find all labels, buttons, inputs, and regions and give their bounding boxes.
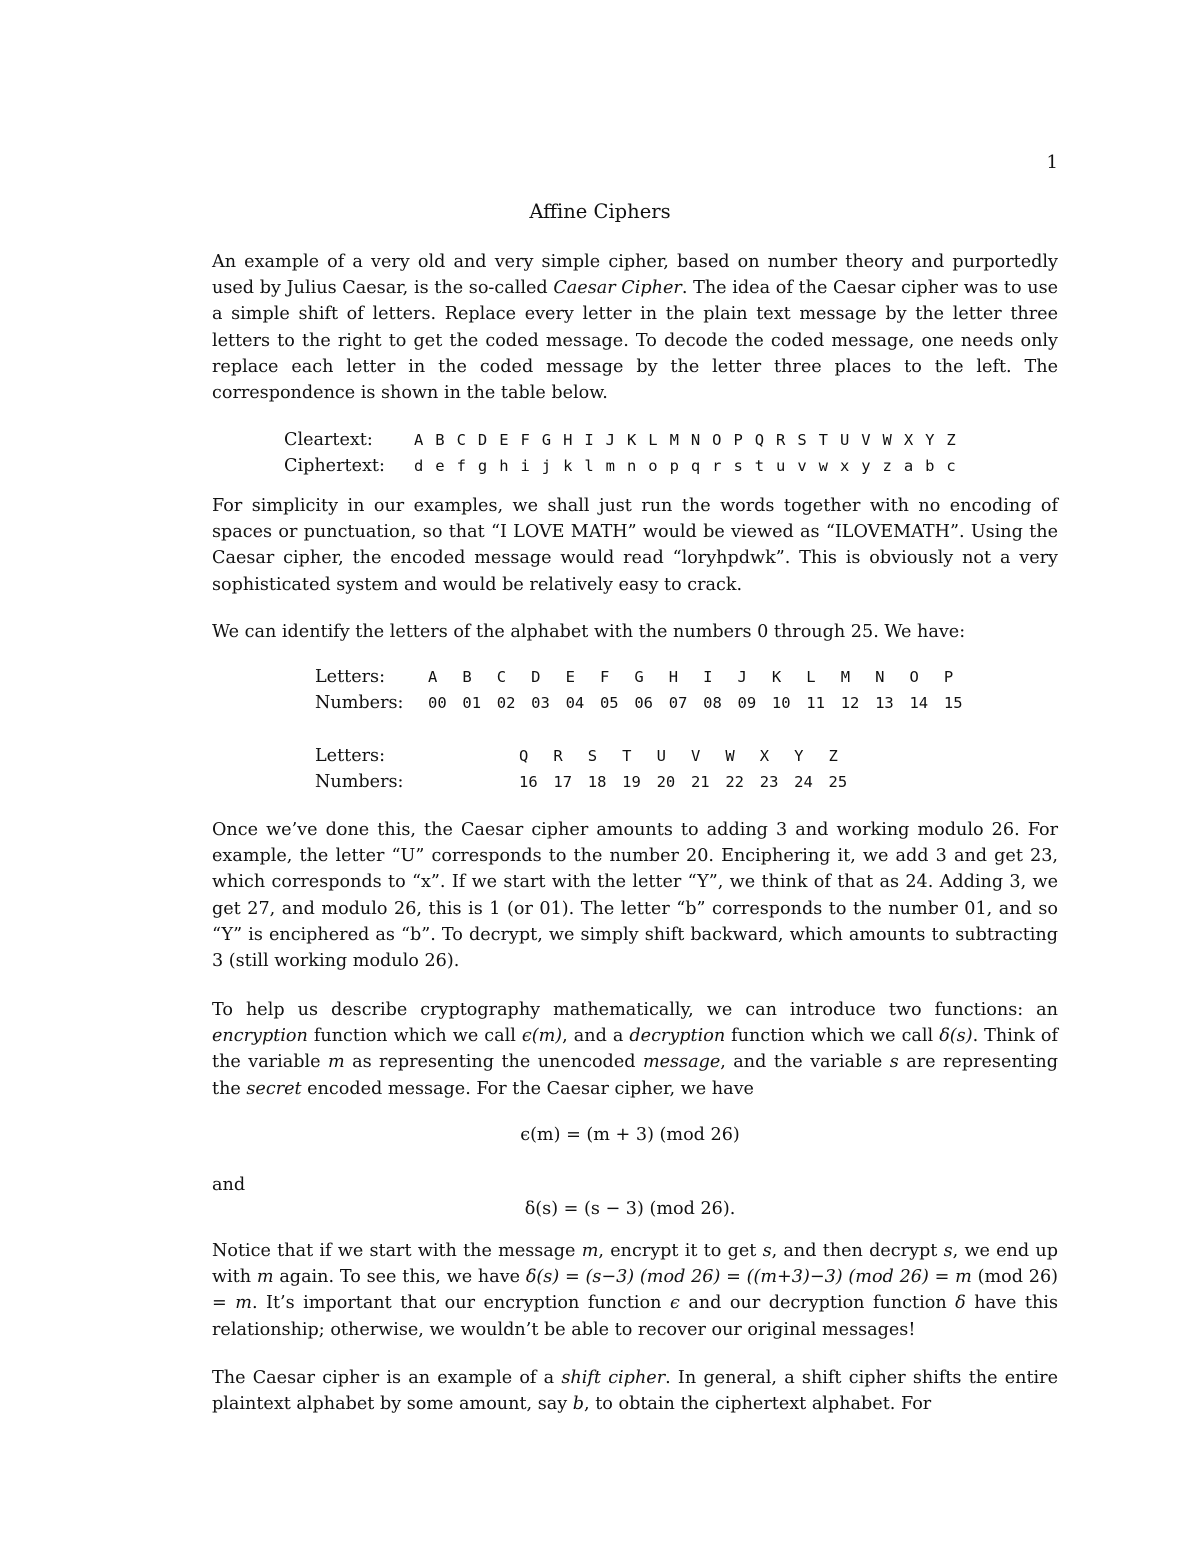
ciphertext-letters (414, 457, 968, 475)
cleartext-letter: K (626, 431, 637, 449)
letter-number-table-1 (315, 667, 978, 719)
cleartext-letter: T (818, 431, 828, 449)
letter-cell: S (587, 747, 598, 765)
paragraph-notice: Notice that if we start with the message m, encrypt it to get s, and then decrypt s, we end up with m again. To see this, we have δ(s) = (s−3) (mod 26) = ((m+3)−3) (mod 26) = m (mod 26) = m. It’s important that our encryption function ϵ and our decryption function δ have this relationship; otherwise, we wouldn’t be able to recover our original messages! (212, 1241, 1059, 1340)
number-cell: 00 (428, 694, 447, 712)
ciphertext-letter: s (733, 457, 743, 475)
number-cell: 18 (587, 773, 607, 791)
cleartext-letter: S (797, 431, 807, 449)
number-cell: 01 (462, 694, 482, 712)
ciphertext-letter: e (435, 457, 445, 475)
cleartext-letter: A (414, 431, 424, 449)
ciphertext-letter: b (925, 457, 935, 475)
cleartext-letter: X (903, 431, 914, 449)
cleartext-letter: P (733, 431, 743, 449)
cleartext-label: Cleartext: (284, 430, 373, 450)
numbers-row (315, 772, 863, 798)
letter-cell: B (462, 668, 472, 686)
letter-cell: M (840, 668, 851, 686)
number-cell: 04 (565, 694, 585, 712)
paragraph-identify: We can identify the letters of the alphabet with the numbers 0 through 25. We have: (212, 622, 966, 642)
number-cell: 02 (496, 694, 516, 712)
letter-cell: U (656, 747, 666, 765)
paragraph-caesar-modulo: Once we’ve done this, the Caesar cipher amounts to adding 3 and working modulo 26. For example, the letter “U” corresponds to the number 20. Enciphering it, we add 3 and get 23, which corresponds to “x”. If we start with the letter “Y”, we think of that as 24. Adding 3, we get 27, and modulo 26, this is 1 (or 01). The letter “b” corresponds to the number 01, and so “Y” is enciphered as “b”. To decrypt, we simply shift backward, which amounts to subtracting 3 (still working modulo 26). (212, 820, 1058, 972)
ciphertext-letter: n (626, 457, 637, 475)
decryption-equation: δ(s) = (s − 3) (mod 26). (524, 1199, 736, 1219)
numbers-row (315, 693, 978, 719)
cleartext-letter: M (669, 431, 679, 449)
letter-cell: H (668, 668, 679, 686)
number-cell: 15 (943, 694, 963, 712)
cleartext-letter: R (776, 431, 786, 449)
cleartext-letter: U (839, 431, 850, 449)
number-cell: 07 (668, 694, 688, 712)
cleartext-letter: Q (754, 431, 765, 449)
cleartext-letters (414, 431, 968, 449)
ciphertext-letter: l (584, 457, 594, 475)
ciphertext-letter: h (499, 457, 509, 475)
encryption-equation: ϵ(m) = (m + 3) (mod 26) (520, 1125, 740, 1145)
number-cell: 09 (737, 694, 757, 712)
number-cell: 12 (840, 694, 860, 712)
letter-cell: J (737, 668, 747, 686)
caesar-correspondence-table (284, 430, 968, 482)
number-cell: 08 (703, 694, 722, 712)
paragraph-shift-cipher: The Caesar cipher is an example of a shift cipher. In general, a shift cipher shifts the entire plaintext alphabet by some amount, say b, to obtain the ciphertext alphabet. For (212, 1368, 1058, 1415)
cleartext-letter: V (861, 431, 871, 449)
ciphertext-label: Ciphertext: (284, 456, 385, 476)
numbers-label: Numbers: (315, 772, 404, 792)
letter-cell: K (771, 668, 782, 686)
number-cell: 10 (771, 694, 791, 712)
number-cell: 22 (725, 773, 745, 791)
paragraph-simplicity: For simplicity in our examples, we shall just run the words together with no encoding of spaces or punctuation, so that “I LOVE MATH” would be viewed as “ILOVEMATH”. Using the Caesar cipher, the encoded message would read “loryhpdwk”. This is obviously not a very sophisticated system and would be relatively easy to crack. (212, 496, 1058, 595)
ciphertext-letter: x (839, 457, 850, 475)
ciphertext-letter: g (477, 457, 488, 475)
cleartext-letter: W (882, 431, 892, 449)
letter-number-table-2 (315, 746, 863, 798)
letter-cell: I (703, 668, 713, 686)
cleartext-letter: D (477, 431, 488, 449)
letter-cell: O (909, 668, 919, 686)
letter-cell: N (875, 668, 885, 686)
letters-label: Letters: (315, 667, 386, 687)
number-cell: 06 (634, 694, 654, 712)
and-text: and (212, 1175, 246, 1195)
cleartext-letter: I (584, 431, 594, 449)
letters-row (315, 667, 978, 693)
letter-cell: E (565, 668, 575, 686)
number-cell: 17 (553, 773, 573, 791)
number-cell: 11 (806, 694, 825, 712)
ciphertext-letter: o (648, 457, 658, 475)
ciphertext-letter: m (605, 457, 616, 475)
ciphertext-letter: j (541, 457, 552, 475)
ciphertext-letter: r (712, 457, 722, 475)
letter-cell: V (690, 747, 701, 765)
number-cell: 13 (875, 694, 894, 712)
number-cell: 19 (622, 773, 641, 791)
cleartext-letter: J (605, 431, 616, 449)
ciphertext-letter: v (797, 457, 807, 475)
cleartext-letter: O (712, 431, 722, 449)
numbers-label: Numbers: (315, 693, 404, 713)
letter-cell: G (634, 668, 644, 686)
cleartext-letter: Y (925, 431, 935, 449)
ciphertext-letter: p (669, 457, 679, 475)
ciphertext-letter: i (520, 457, 530, 475)
number-cell: 20 (656, 773, 676, 791)
cleartext-letter: C (456, 431, 466, 449)
number-cell: 14 (909, 694, 929, 712)
page-number: 1 (1046, 152, 1058, 173)
number-cell: 16 (519, 773, 538, 791)
document-title: Affine Ciphers (529, 200, 671, 223)
letters-label: Letters: (315, 746, 386, 766)
paragraph-intro: An example of a very old and very simple cipher, based on number theory and purportedly used by Julius Caesar, is the so-called Caesar Cipher. The idea of the Caesar cipher was to use a simple shift of letters. Replace every letter in the plain text message by the letter three letters to the right to get the coded message. To decode the coded message, one needs only replace each letter in the coded message by the letter three places to the left. The correspondence is shown in the table below. (212, 252, 1059, 404)
letter-cell: C (496, 668, 507, 686)
ciphertext-letter: a (903, 457, 914, 475)
cleartext-letter: H (563, 431, 573, 449)
letter-cell: D (531, 668, 541, 686)
cleartext-row (284, 430, 968, 456)
letter-cell: W (725, 747, 735, 765)
cleartext-letter: N (690, 431, 701, 449)
letter-cell: A (428, 668, 438, 686)
cleartext-letter: G (541, 431, 552, 449)
paragraph-functions: To help us describe cryptography mathematically, we can introduce two functions: an encryption function which we call ϵ(m), and a decryption function which we call δ(s). Think of the variable m as representing the unencoded message, and the variable s are representing the secret encoded message. For the Caesar cipher, we have (212, 1000, 1058, 1099)
cleartext-letter: F (520, 431, 530, 449)
letter-cell: Q (519, 747, 529, 765)
letter-cell: Y (794, 747, 804, 765)
number-cell: 25 (828, 773, 848, 791)
letters-row (315, 746, 863, 772)
cleartext-letter: B (435, 431, 445, 449)
ciphertext-letter: k (563, 457, 573, 475)
cleartext-letter: E (499, 431, 509, 449)
ciphertext-letter: z (882, 457, 892, 475)
letter-cell: L (806, 668, 816, 686)
number-cell: 05 (599, 694, 619, 712)
letter-cell: T (622, 747, 632, 765)
ciphertext-letter: t (754, 457, 765, 475)
number-cell: 03 (531, 694, 550, 712)
letter-cell: P (943, 668, 954, 686)
ciphertext-letter: c (946, 457, 956, 475)
ciphertext-letter: y (861, 457, 871, 475)
cleartext-letter: L (648, 431, 658, 449)
cleartext-letter: Z (946, 431, 956, 449)
ciphertext-letter: d (414, 457, 424, 475)
letter-cell: X (759, 747, 770, 765)
ciphertext-letter: f (456, 457, 466, 475)
letter-cell: F (599, 668, 610, 686)
number-cell: 23 (759, 773, 779, 791)
ciphertext-row (284, 456, 968, 482)
letter-cell: Z (828, 747, 838, 765)
number-cell: 21 (690, 773, 710, 791)
ciphertext-letter: w (818, 457, 828, 475)
ciphertext-letter: q (690, 457, 701, 475)
letter-cell: R (553, 747, 563, 765)
number-cell: 24 (794, 773, 813, 791)
ciphertext-letter: u (776, 457, 786, 475)
